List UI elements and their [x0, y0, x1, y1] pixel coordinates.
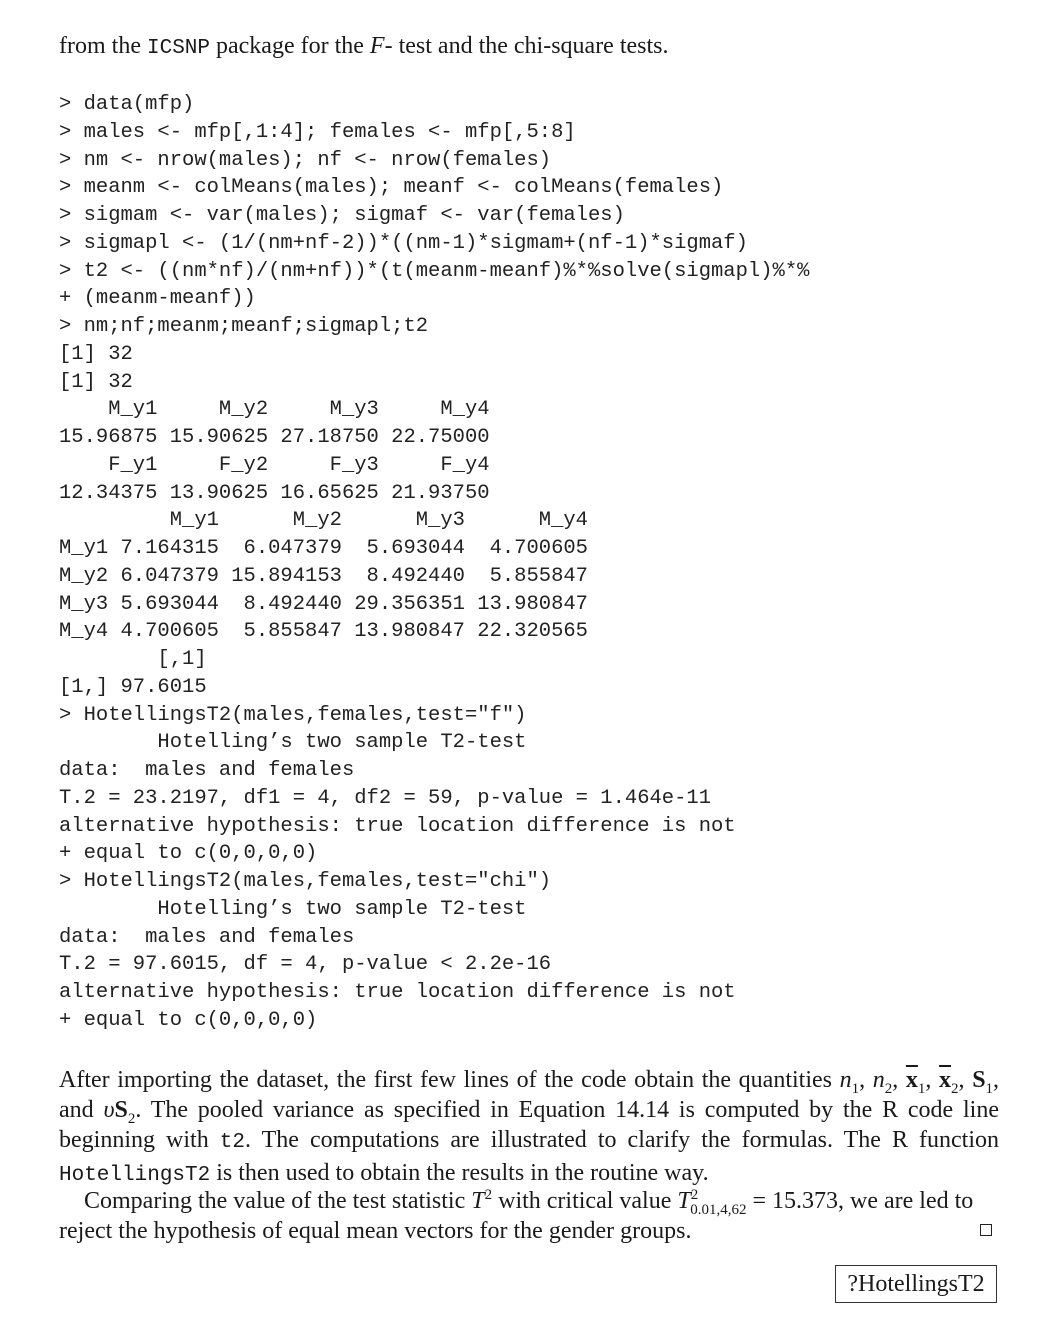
code-line: 12.34375 13.90625 16.65625 21.93750 [59, 481, 490, 505]
code-line: > HotellingsT2(males,females,test="f") [59, 703, 527, 727]
code-line: > t2 <- ((nm*nf)/(nm+nf))*(t(meanm-meanf)%*%solve(sigmapl)%*% [59, 259, 810, 283]
r-code-output-block [59, 91, 809, 1035]
code-line: + (meanm-meanf)) [59, 287, 256, 311]
code-line: T.2 = 97.6015, df = 4, p-value < 2.2e-16 [59, 953, 552, 977]
code-line: T.2 = 23.2197, df1 = 4, df2 = 59, p-value = 1.464e-11 [59, 786, 712, 810]
intro-sentence: from the ICSNP package for the F- test and the chi-square tests. [59, 33, 669, 60]
qed-symbol [980, 1224, 992, 1236]
code-line: [1,] 97.6015 [59, 675, 207, 699]
code-line: M_y4 4.700605 5.855847 13.980847 22.320565 [59, 620, 588, 644]
code-ref-t2: t2 [219, 1131, 246, 1154]
code-line: M_y1 7.164315 6.047379 5.693044 4.700605 [59, 537, 588, 560]
code-line: > sigmapl <- (1/(nm+nf-2))*((nm-1)*sigmam+(nf-1)*sigmaf) [59, 231, 748, 255]
code-line: alternative hypothesis: true location difference is not [59, 814, 736, 838]
code-line: > data(mfp) [59, 93, 195, 116]
code-line: Hotelling’s two sample T2-test [59, 897, 527, 921]
help-reference-box: ?HotellingsT2 [835, 1265, 997, 1303]
code-ref-function: HotellingsT2 [59, 1164, 211, 1187]
code-line: > sigmam <- var(males); sigmaf <- var(females) [59, 204, 625, 227]
code-line: M_y1 M_y2 M_y3 M_y4 [59, 509, 588, 533]
code-line: > HotellingsT2(males,females,test="chi") [59, 870, 552, 893]
code-line: [1] 32 [59, 370, 133, 394]
code-line: + equal to c(0,0,0,0) [59, 842, 318, 866]
code-line: Hotelling’s two sample T2-test [59, 731, 527, 755]
code-line: F_y1 F_y2 F_y3 F_y4 [59, 453, 490, 477]
code-line: > nm;nf;meanm;meanf;sigmapl;t2 [59, 315, 429, 338]
code-line: data: males and females [59, 759, 355, 782]
code-line: alternative hypothesis: true location difference is not [59, 981, 736, 1004]
code-line: > meanm <- colMeans(males); meanf <- colMeans(females) [59, 176, 724, 200]
code-line: M_y2 6.047379 15.894153 8.492440 5.855847 [59, 564, 588, 588]
code-line: data: males and females [59, 925, 355, 949]
code-line: > nm <- nrow(males); nf <- nrow(females) [59, 148, 552, 172]
package-name: ICSNP [146, 37, 210, 60]
code-line: 15.96875 15.90625 27.18750 22.75000 [59, 426, 490, 449]
code-line: M_y3 5.693044 8.492440 29.356351 13.980847 [59, 592, 588, 616]
code-line: M_y1 M_y2 M_y3 M_y4 [59, 398, 490, 422]
conclusion-paragraph: Comparing the value of the test statistic $T^2$ with critical value $T^2_{0.01,4,62} = 15.373$, we are led to reject the hypothesis of equal mean vectors for the gender groups. [59, 1187, 974, 1244]
explanation-paragraph: After importing the dataset, the first few lines of the code obtain the quantities $n_1$, $n_2$, $\overline{x}_1$, $\overline{x}_2$, $S_1$, and $\upsilon S_2$. The pooled variance as specified in Equation 14.14 is computed by the R code line beginning with t2. The computations are illustrated to clarify the formulas. The R function HotellingsT2 is then used to obtain the results in the routine way. [59, 1067, 1000, 1187]
code-line: + equal to c(0,0,0,0) [59, 1008, 318, 1032]
code-line: [,1] [59, 648, 207, 671]
code-line: > males <- mfp[,1:4]; females <- mfp[,5:8] [59, 120, 576, 144]
code-line: [1] 32 [59, 342, 133, 366]
